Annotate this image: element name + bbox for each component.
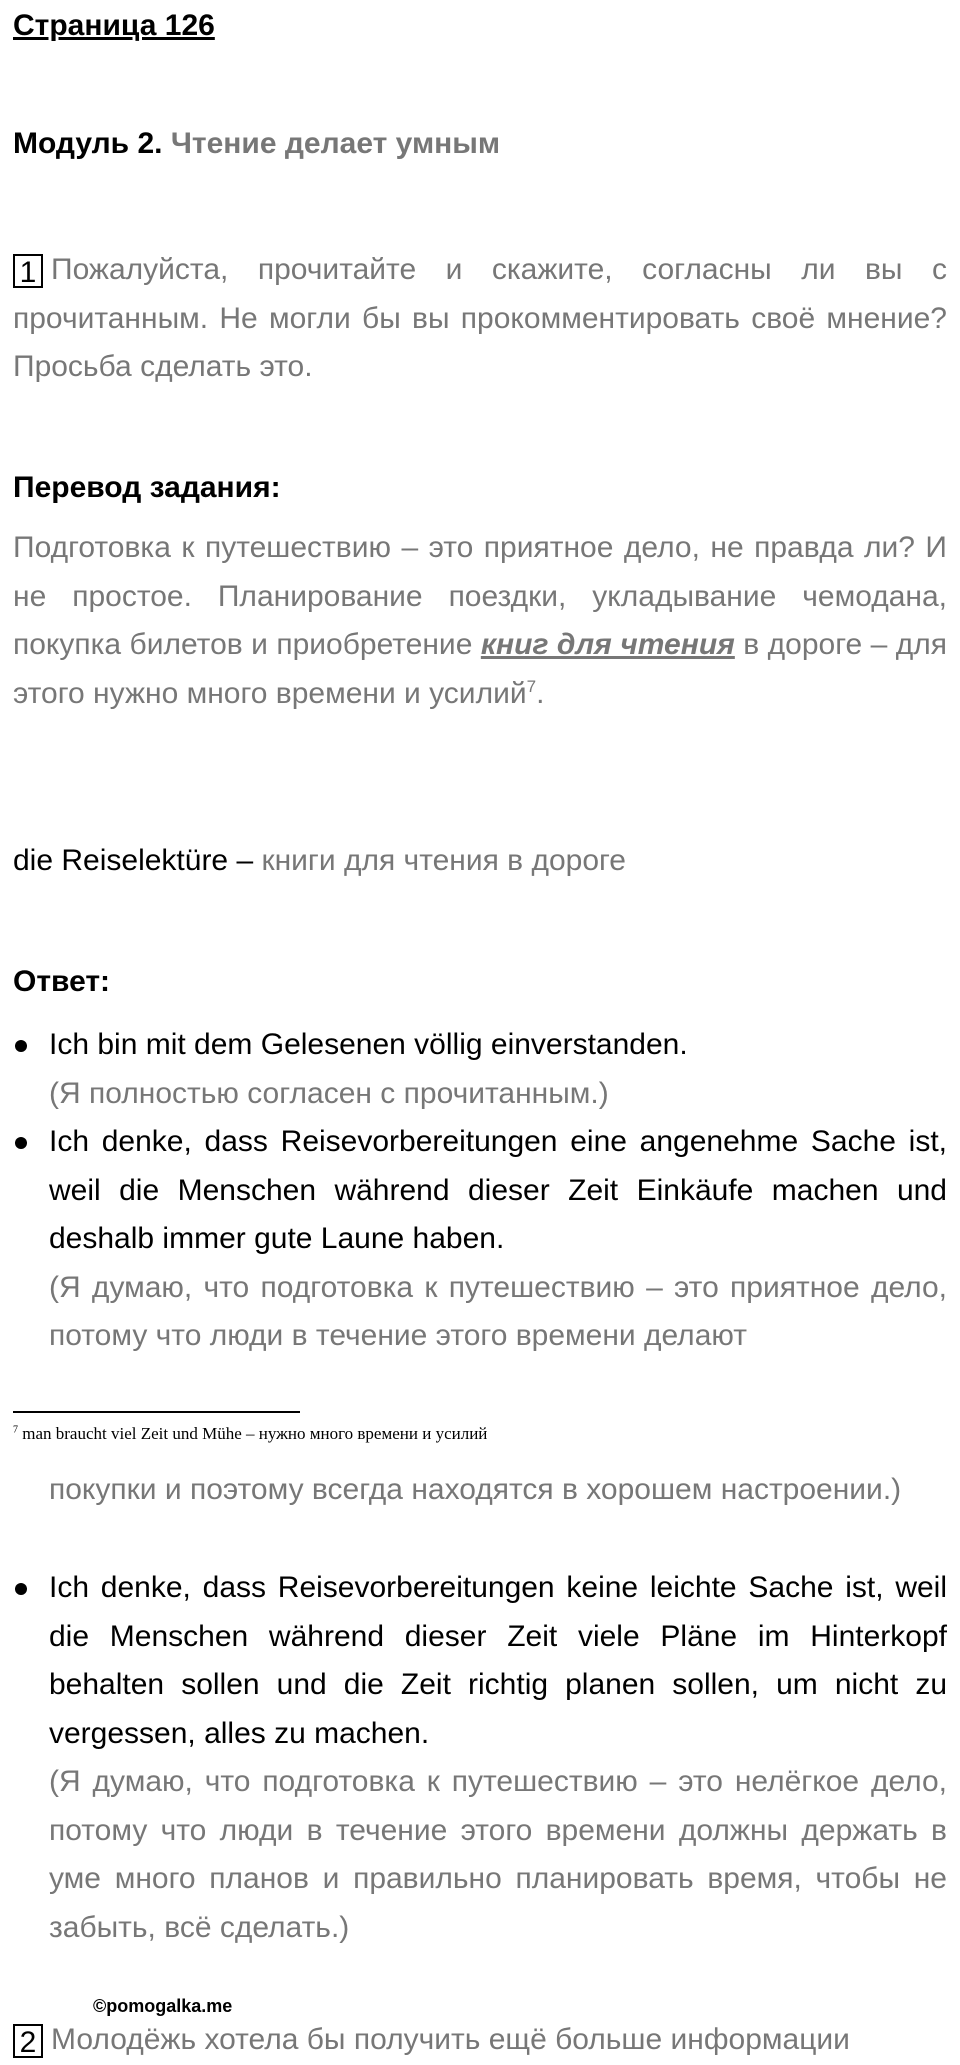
answer-list-continued [13,1564,947,1952]
footnote-divider [13,1411,300,1413]
footnote-reference: 7 [526,676,537,696]
bullet-icon [15,1137,27,1149]
task-2-number: 2 [13,2024,43,2058]
module-title [13,120,947,168]
list-item [13,1118,947,1361]
footnote-text: man braucht viel Zeit und Mühe – нужно много времени и усилий [18,1424,488,1443]
bullet-icon [15,1583,27,1595]
copyright: ©pomogalka.me [93,1996,233,2016]
translation-text [13,524,947,718]
translation-emphasis: книг для чтения [480,628,735,661]
footnote [13,1422,947,1446]
task-1-text: Пожалуйста, прочитайте и скажите, согласны ли вы с прочитанным. Не могли бы вы прокомментировать своё мнение? Просьба сделать это. [13,253,947,383]
translation-heading: Перевод задания: [13,471,281,504]
page-header: Страница 126 [13,9,215,42]
answer-heading: Ответ: [13,965,111,998]
module-name: Чтение делает умным [170,127,501,160]
bullet-icon [15,1040,27,1052]
translation-text-part: Подготовка к путешествию – это приятное дело, не правда ли? И не простое. Планирование поездки, укладывание чемодана, покупка билетов и приобретение [13,531,947,661]
vocabulary-meaning: книги для чтения в дороге [261,844,626,877]
vocabulary-entry [13,837,947,886]
list-item [13,1564,947,1952]
answer-german: Ich denke, dass Reisevorbereitungen eine angenehme Sache ist, weil die Menschen während dieser Zeit Einkäufe machen und deshalb immer gute Laune haben. [49,1125,947,1255]
task-2-text: Молодёжь хотела бы получить ещё больше информации [51,2023,850,2056]
answer-list [13,1021,947,1361]
answer-russian-continued: покупки и поэтому всегда находятся в хорошем настроении.) [49,1473,902,1506]
vocabulary-word: die Reiselektüre – [13,844,254,877]
list-item [13,1021,947,1118]
task-1-number: 1 [13,254,43,288]
answer-russian: (Я полностью согласен с прочитанным.) [49,1076,609,1110]
answer-german: Ich bin mit dem Gelesenen völlig einverstanden. [49,1028,688,1061]
module-label: Модуль 2. [13,127,163,160]
answer-german: Ich denke, dass Reisevorbereitungen keine leichte Sache ist, weil die Menschen während dieser Zeit viele Pläne im Hinterkopf behalten sollen und die Zeit richtig planen sollen, um nicht zu vergessen, alles zu machen. [49,1571,947,1750]
answer-russian: (Я думаю, что подготовка к путешествию – это приятное дело, потому что люди в течение этого времени делают [49,1270,947,1352]
task-2 [13,2016,947,2065]
footnote-mark: 7 [13,1424,18,1436]
translation-text-part: в дороге – для этого нужно много времени и усилий [13,628,948,710]
task-1 [13,246,947,392]
answer-russian: (Я думаю, что подготовка к путешествию – это нелёгкое дело, потому что люди в течение этого времени должны держать в уме много планов и правильно планировать время, чтобы не забыть, всё сделать.) [49,1765,947,1944]
translation-end: . [536,676,545,710]
